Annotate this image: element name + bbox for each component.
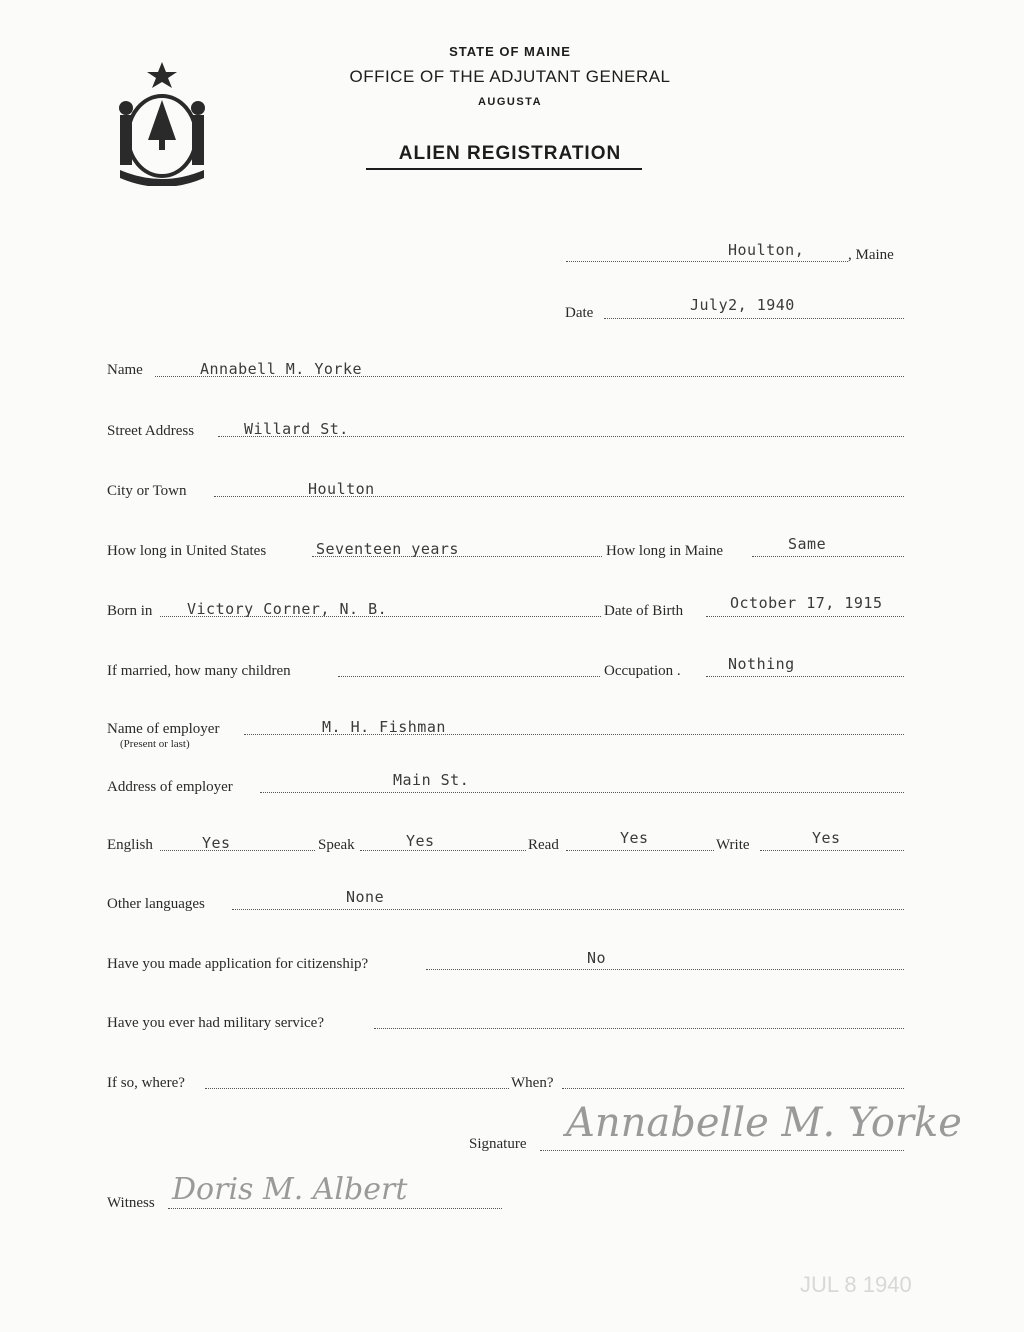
employer-sublabel: (Present or last) [120,738,190,750]
header-state: STATE OF MAINE [449,44,571,59]
write-value: Yes [812,829,841,847]
city-label: City or Town [107,483,187,499]
other-languages-label: Other languages [107,896,205,912]
employer-address-value: Main St. [393,771,470,789]
read-label: Read [528,837,559,853]
where-label: If so, where? [107,1075,185,1091]
witness-label: Witness [107,1195,155,1211]
title-underline [366,168,642,170]
header-city: AUGUSTA [477,96,543,108]
employer-label: Name of employer [107,721,220,737]
write-label: Write [716,837,750,853]
military-label: Have you ever had military service? [107,1015,324,1031]
employer-value: M. H. Fishman [322,718,446,736]
when-label: When? [511,1075,554,1091]
maine-time-label: How long in Maine [606,543,724,559]
date-value: July2, 1940 [690,296,795,314]
signature-label: Signature [469,1136,527,1152]
born-value: Victory Corner, N. B. [187,600,388,618]
city-value: Houlton [308,480,375,498]
name-value: Annabell M. Yorke [200,360,363,378]
english-value: Yes [202,834,231,852]
dob-label: Date of Birth [604,603,684,619]
name-label: Name [107,362,143,378]
english-label: English [107,837,153,853]
witness-value: Doris M. Albert [172,1172,408,1207]
us-time-value: Seventeen years [316,540,459,558]
read-value: Yes [620,829,649,847]
citizenship-value: No [587,949,607,967]
signature-value: Annabelle M. Yorke [566,1100,962,1146]
place-suffix: , Maine [848,247,894,263]
street-value: Willard St. [244,420,349,438]
received-stamp: JUL 8 1940 [800,1272,912,1297]
maine-state-seal [108,58,216,186]
speak-value: Yes [406,832,435,850]
occupation-label: Occupation . [604,663,681,679]
form-title: ALIEN REGISTRATION [398,143,622,164]
employer-address-label: Address of employer [107,779,233,795]
header-office: OFFICE OF THE ADJUTANT GENERAL [349,67,671,86]
dob-value: October 17, 1915 [730,594,883,612]
occupation-value: Nothing [728,655,795,673]
maine-time-value: Same [788,535,827,553]
speak-label: Speak [318,837,355,853]
children-label: If married, how many children [107,663,291,679]
other-languages-value: None [346,888,385,906]
place-value: Houlton, [728,241,805,259]
street-label: Street Address [107,423,195,439]
born-label: Born in [107,603,153,619]
citizenship-label: Have you made application for citizenship? [107,956,369,972]
us-time-label: How long in United States [107,543,267,559]
date-label: Date [565,305,594,321]
